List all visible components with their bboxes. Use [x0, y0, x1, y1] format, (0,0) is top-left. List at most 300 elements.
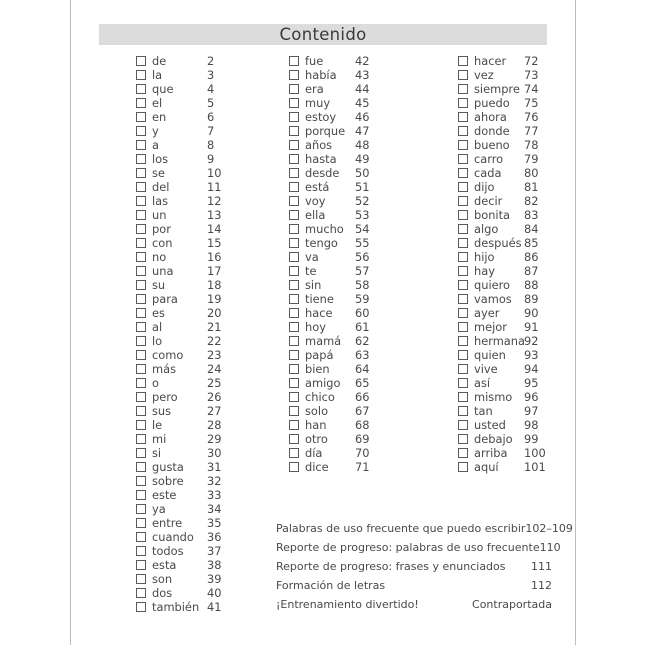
- word-entry: [289, 320, 370, 334]
- checkbox-icon[interactable]: [289, 238, 299, 248]
- word-entry: [289, 194, 370, 208]
- checkbox-icon[interactable]: [136, 252, 146, 262]
- checkbox-icon[interactable]: [136, 378, 146, 388]
- checkbox-icon[interactable]: [136, 196, 146, 206]
- page-number: 89: [524, 292, 539, 306]
- word-entry: [289, 460, 370, 474]
- word-entry: [289, 390, 370, 404]
- page-number: 101: [524, 460, 546, 474]
- page-number: 21: [207, 320, 222, 334]
- word-entry: [136, 138, 222, 152]
- word-entry: [289, 166, 370, 180]
- word-entry: [136, 558, 222, 572]
- checkbox-icon[interactable]: [458, 280, 468, 290]
- word-label: mamá: [305, 334, 342, 348]
- checkbox-icon[interactable]: [289, 98, 299, 108]
- word-entry: [458, 306, 546, 320]
- word-label: amigo: [305, 376, 341, 390]
- section-label: Formación de letras: [276, 579, 386, 592]
- page-number: 12: [207, 194, 222, 208]
- page-number: 14: [207, 222, 222, 236]
- word-entry: [136, 208, 222, 222]
- section-entry: [276, 538, 561, 557]
- word-label: bonita: [474, 208, 511, 222]
- word-entry: [458, 194, 546, 208]
- page-number: 61: [355, 320, 370, 334]
- checkbox-icon[interactable]: [136, 224, 146, 234]
- word-entry: [289, 236, 370, 250]
- checkbox-icon[interactable]: [289, 406, 299, 416]
- checkbox-icon[interactable]: [458, 266, 468, 276]
- page-number: 66: [355, 390, 370, 404]
- word-label: usted: [474, 418, 506, 432]
- page-number: 55: [355, 236, 370, 250]
- word-label: sobre: [152, 474, 184, 488]
- word-label: en: [152, 110, 167, 124]
- page-number: 71: [355, 460, 370, 474]
- word-entry: [136, 502, 222, 516]
- page-number: 33: [207, 488, 222, 502]
- checkbox-icon[interactable]: [289, 182, 299, 192]
- word-entry: [136, 152, 222, 166]
- checkbox-icon[interactable]: [136, 126, 146, 136]
- word-label: este: [152, 488, 177, 502]
- page-number: 63: [355, 348, 370, 362]
- word-entry: [458, 418, 546, 432]
- page-number: 83: [524, 208, 539, 222]
- checkbox-icon[interactable]: [289, 154, 299, 164]
- word-label: le: [152, 418, 163, 432]
- section-entry: [276, 557, 552, 576]
- word-entry: [136, 516, 222, 530]
- checkbox-icon[interactable]: [289, 70, 299, 80]
- checkbox-icon[interactable]: [136, 84, 146, 94]
- page-number: 6: [207, 110, 215, 124]
- word-entry: [289, 278, 370, 292]
- word-entry: [458, 250, 546, 264]
- checkbox-icon[interactable]: [289, 140, 299, 150]
- checkbox-icon[interactable]: [136, 392, 146, 402]
- checkbox-icon[interactable]: [289, 168, 299, 178]
- page-number: 97: [524, 404, 539, 418]
- word-label: del: [152, 180, 170, 194]
- checkbox-icon[interactable]: [136, 448, 146, 458]
- page-number: 38: [207, 558, 222, 572]
- word-label: ella: [305, 208, 326, 222]
- checkbox-icon[interactable]: [289, 252, 299, 262]
- section-entry: [276, 595, 552, 614]
- word-entry: [136, 306, 222, 320]
- checkbox-icon[interactable]: [136, 350, 146, 360]
- word-label: fue: [305, 54, 324, 68]
- page-number: 24: [207, 362, 222, 376]
- checkbox-icon[interactable]: [289, 462, 299, 472]
- checkbox-icon[interactable]: [136, 588, 146, 598]
- checkbox-icon[interactable]: [289, 210, 299, 220]
- page-number: 62: [355, 334, 370, 348]
- page-number: 43: [355, 68, 370, 82]
- page-number: 37: [207, 544, 222, 558]
- word-label: al: [152, 320, 163, 334]
- page-number: 39: [207, 572, 222, 586]
- checkbox-icon[interactable]: [136, 56, 146, 66]
- word-entry: [136, 586, 222, 600]
- page-number: 73: [524, 68, 539, 82]
- word-label: entre: [152, 516, 183, 530]
- checkbox-icon[interactable]: [458, 84, 468, 94]
- word-entry: [136, 390, 222, 404]
- checkbox-icon[interactable]: [289, 294, 299, 304]
- page-number: 91: [524, 320, 539, 334]
- page-number: 23: [207, 348, 222, 362]
- word-label: los: [152, 152, 169, 166]
- checkbox-icon[interactable]: [136, 406, 146, 416]
- checkbox-icon[interactable]: [289, 378, 299, 388]
- page-number: 32: [207, 474, 222, 488]
- checkbox-icon[interactable]: [136, 154, 146, 164]
- word-entry: [136, 404, 222, 418]
- page-number: 22: [207, 334, 222, 348]
- checkbox-icon[interactable]: [458, 378, 468, 388]
- checkbox-icon[interactable]: [136, 602, 146, 612]
- page-number: 16: [207, 250, 222, 264]
- word-label: se: [152, 166, 165, 180]
- word-label: es: [152, 306, 165, 320]
- checkbox-icon[interactable]: [458, 252, 468, 262]
- checkbox-icon[interactable]: [458, 126, 468, 136]
- word-entry: [458, 236, 546, 250]
- checkbox-icon[interactable]: [289, 336, 299, 346]
- word-entry: [458, 292, 546, 306]
- checkbox-icon[interactable]: [458, 182, 468, 192]
- checkbox-icon[interactable]: [458, 196, 468, 206]
- word-entry: [136, 334, 222, 348]
- word-label: algo: [474, 222, 499, 236]
- word-entry: [289, 138, 370, 152]
- word-label: ya: [152, 502, 166, 516]
- checkbox-icon[interactable]: [136, 98, 146, 108]
- checkbox-icon[interactable]: [136, 280, 146, 290]
- checkbox-icon[interactable]: [458, 70, 468, 80]
- word-entry: [458, 446, 546, 460]
- page-number: 87: [524, 264, 539, 278]
- checkbox-icon[interactable]: [136, 560, 146, 570]
- word-label: siempre: [474, 82, 520, 96]
- word-label: cuando: [152, 530, 194, 544]
- word-label: hermana: [474, 334, 525, 348]
- page-number: 80: [524, 166, 539, 180]
- checkbox-icon[interactable]: [136, 532, 146, 542]
- word-entry: [458, 376, 546, 390]
- word-label: estoy: [305, 110, 337, 124]
- checkbox-icon[interactable]: [136, 238, 146, 248]
- word-label: con: [152, 236, 173, 250]
- word-label: esta: [152, 558, 177, 572]
- page-number: 34: [207, 502, 222, 516]
- word-entry: [458, 208, 546, 222]
- checkbox-icon[interactable]: [136, 490, 146, 500]
- word-entry: [458, 110, 546, 124]
- checkbox-icon[interactable]: [136, 336, 146, 346]
- word-label: va: [305, 250, 319, 264]
- word-entry: [136, 166, 222, 180]
- word-label: arriba: [474, 446, 508, 460]
- word-label: más: [152, 362, 177, 376]
- page-number: 70: [355, 446, 370, 460]
- checkbox-icon[interactable]: [458, 308, 468, 318]
- section-label: Reporte de progreso: frases y enunciados: [276, 560, 506, 573]
- word-entry: [136, 600, 222, 614]
- word-label: su: [152, 278, 166, 292]
- word-entry: [136, 446, 222, 460]
- checkbox-icon[interactable]: [458, 336, 468, 346]
- word-label: de: [152, 54, 167, 68]
- section-page: 111: [531, 560, 552, 573]
- page-number: 25: [207, 376, 222, 390]
- checkbox-icon[interactable]: [289, 280, 299, 290]
- word-entry: [136, 432, 222, 446]
- word-entry: [458, 334, 546, 348]
- checkbox-icon[interactable]: [289, 364, 299, 374]
- word-entry: [289, 418, 370, 432]
- page-number: 11: [207, 180, 222, 194]
- page-number: 49: [355, 152, 370, 166]
- word-label: pero: [152, 390, 178, 404]
- word-label: a: [152, 138, 159, 152]
- checkbox-icon[interactable]: [458, 406, 468, 416]
- page-number: 31: [207, 460, 222, 474]
- checkbox-icon[interactable]: [136, 182, 146, 192]
- word-label: o: [152, 376, 159, 390]
- checkbox-icon[interactable]: [289, 322, 299, 332]
- checkbox-icon[interactable]: [458, 112, 468, 122]
- word-label: hoy: [305, 320, 326, 334]
- word-label: un: [152, 208, 167, 222]
- word-label: desde: [305, 166, 340, 180]
- word-label: han: [305, 418, 327, 432]
- page-number: 27: [207, 404, 222, 418]
- word-entry: [289, 222, 370, 236]
- word-label: muy: [305, 96, 331, 110]
- word-entry: [289, 54, 370, 68]
- page-number: 94: [524, 362, 539, 376]
- checkbox-icon[interactable]: [458, 238, 468, 248]
- checkbox-icon[interactable]: [458, 210, 468, 220]
- word-entry: [289, 180, 370, 194]
- word-label: todos: [152, 544, 184, 558]
- checkbox-icon[interactable]: [289, 84, 299, 94]
- checkbox-icon[interactable]: [289, 420, 299, 430]
- word-entry: [136, 264, 222, 278]
- page-number: 9: [207, 152, 215, 166]
- word-label: había: [305, 68, 337, 82]
- checkbox-icon[interactable]: [458, 168, 468, 178]
- word-column-1: [136, 54, 222, 614]
- word-entry: [136, 124, 222, 138]
- page-number: 75: [524, 96, 539, 110]
- word-label: hace: [305, 306, 333, 320]
- word-entry: [458, 138, 546, 152]
- word-label: tengo: [305, 236, 338, 250]
- checkbox-icon[interactable]: [136, 420, 146, 430]
- page-number: 41: [207, 600, 222, 614]
- page-number: 35: [207, 516, 222, 530]
- page-number: 53: [355, 208, 370, 222]
- page-number: 82: [524, 194, 539, 208]
- page-number: 74: [524, 82, 539, 96]
- word-label: bueno: [474, 138, 510, 152]
- page-number: 81: [524, 180, 539, 194]
- checkbox-icon[interactable]: [289, 392, 299, 402]
- checkbox-icon[interactable]: [458, 98, 468, 108]
- checkbox-icon[interactable]: [458, 434, 468, 444]
- page-number: 95: [524, 376, 539, 390]
- checkbox-icon[interactable]: [289, 448, 299, 458]
- checkbox-icon[interactable]: [136, 294, 146, 304]
- page-number: 50: [355, 166, 370, 180]
- page-number: 84: [524, 222, 539, 236]
- checkbox-icon[interactable]: [458, 420, 468, 430]
- word-entry: [136, 278, 222, 292]
- checkbox-icon[interactable]: [458, 224, 468, 234]
- word-label: después: [474, 236, 522, 250]
- page-number: 28: [207, 418, 222, 432]
- page-number: 85: [524, 236, 539, 250]
- checkbox-icon[interactable]: [136, 364, 146, 374]
- page-number: 36: [207, 530, 222, 544]
- page-number: 93: [524, 348, 539, 362]
- word-label: hacer: [474, 54, 507, 68]
- word-label: dijo: [474, 180, 495, 194]
- word-column-2: [289, 54, 370, 474]
- page-number: 15: [207, 236, 222, 250]
- page-number: 40: [207, 586, 222, 600]
- checkbox-icon[interactable]: [458, 392, 468, 402]
- word-label: voy: [305, 194, 326, 208]
- page-number: 64: [355, 362, 370, 376]
- checkbox-icon[interactable]: [289, 308, 299, 318]
- word-label: quien: [474, 348, 506, 362]
- word-label: aquí: [474, 460, 499, 474]
- page-number: 67: [355, 404, 370, 418]
- page-number: 65: [355, 376, 370, 390]
- word-entry: [136, 348, 222, 362]
- word-entry: [136, 474, 222, 488]
- word-entry: [136, 68, 222, 82]
- checkbox-icon[interactable]: [136, 322, 146, 332]
- word-label: chico: [305, 390, 335, 404]
- word-entry: [289, 208, 370, 222]
- checkbox-icon[interactable]: [458, 294, 468, 304]
- word-label: vive: [474, 362, 498, 376]
- word-label: una: [152, 264, 174, 278]
- word-label: vez: [474, 68, 494, 82]
- checkbox-icon[interactable]: [458, 56, 468, 66]
- word-entry: [289, 348, 370, 362]
- page-number: 92: [524, 334, 539, 348]
- word-label: mi: [152, 432, 167, 446]
- checkbox-icon[interactable]: [136, 266, 146, 276]
- checkbox-icon[interactable]: [289, 434, 299, 444]
- checkbox-icon[interactable]: [136, 140, 146, 150]
- word-label: que: [152, 82, 174, 96]
- page-number: 8: [207, 138, 215, 152]
- checkbox-icon[interactable]: [289, 224, 299, 234]
- page-number: 77: [524, 124, 539, 138]
- page-number: 78: [524, 138, 539, 152]
- checkbox-icon[interactable]: [289, 266, 299, 276]
- page-number: 72: [524, 54, 539, 68]
- checkbox-icon[interactable]: [458, 154, 468, 164]
- checkbox-icon[interactable]: [289, 350, 299, 360]
- word-label: tiene: [305, 292, 334, 306]
- checkbox-icon[interactable]: [289, 112, 299, 122]
- word-label: está: [305, 180, 330, 194]
- word-entry: [289, 68, 370, 82]
- checkbox-icon[interactable]: [458, 364, 468, 374]
- checkbox-icon[interactable]: [136, 210, 146, 220]
- word-label: solo: [305, 404, 329, 418]
- word-label: la: [152, 68, 163, 82]
- page-number: 96: [524, 390, 539, 404]
- checkbox-icon[interactable]: [136, 112, 146, 122]
- checkbox-icon[interactable]: [136, 168, 146, 178]
- contents-header: [99, 24, 547, 45]
- page-number: 47: [355, 124, 370, 138]
- word-entry: [458, 320, 546, 334]
- page-number: 2: [207, 54, 215, 68]
- checkbox-icon[interactable]: [136, 476, 146, 486]
- checkbox-icon[interactable]: [289, 56, 299, 66]
- word-entry: [136, 376, 222, 390]
- word-label: día: [305, 446, 323, 460]
- word-entry: [289, 334, 370, 348]
- checkbox-icon[interactable]: [458, 448, 468, 458]
- checkbox-icon[interactable]: [136, 518, 146, 528]
- checkbox-icon[interactable]: [289, 196, 299, 206]
- checkbox-icon[interactable]: [136, 462, 146, 472]
- word-entry: [458, 82, 546, 96]
- word-label: papá: [305, 348, 334, 362]
- checkbox-icon[interactable]: [458, 140, 468, 150]
- checkbox-icon[interactable]: [458, 350, 468, 360]
- section-page: 110: [539, 541, 561, 554]
- word-entry: [136, 180, 222, 194]
- word-label: puedo: [474, 96, 510, 110]
- checkbox-icon[interactable]: [136, 546, 146, 556]
- section-label: ¡Entrenamiento divertido!: [276, 598, 419, 611]
- checkbox-icon[interactable]: [136, 504, 146, 514]
- section-page: 102–109: [525, 522, 573, 535]
- word-label: lo: [152, 334, 163, 348]
- page-number: 48: [355, 138, 370, 152]
- checkbox-icon[interactable]: [136, 308, 146, 318]
- checkbox-icon[interactable]: [136, 574, 146, 584]
- checkbox-icon[interactable]: [458, 462, 468, 472]
- word-label: cada: [474, 166, 502, 180]
- checkbox-icon[interactable]: [136, 70, 146, 80]
- checkbox-icon[interactable]: [289, 126, 299, 136]
- word-entry: [458, 278, 546, 292]
- word-entry: [289, 376, 370, 390]
- word-entry: [289, 432, 370, 446]
- page-number: 17: [207, 264, 222, 278]
- checkbox-icon[interactable]: [136, 434, 146, 444]
- word-entry: [289, 110, 370, 124]
- word-entry: [458, 54, 546, 68]
- page-number: 100: [524, 446, 546, 460]
- checkbox-icon[interactable]: [458, 322, 468, 332]
